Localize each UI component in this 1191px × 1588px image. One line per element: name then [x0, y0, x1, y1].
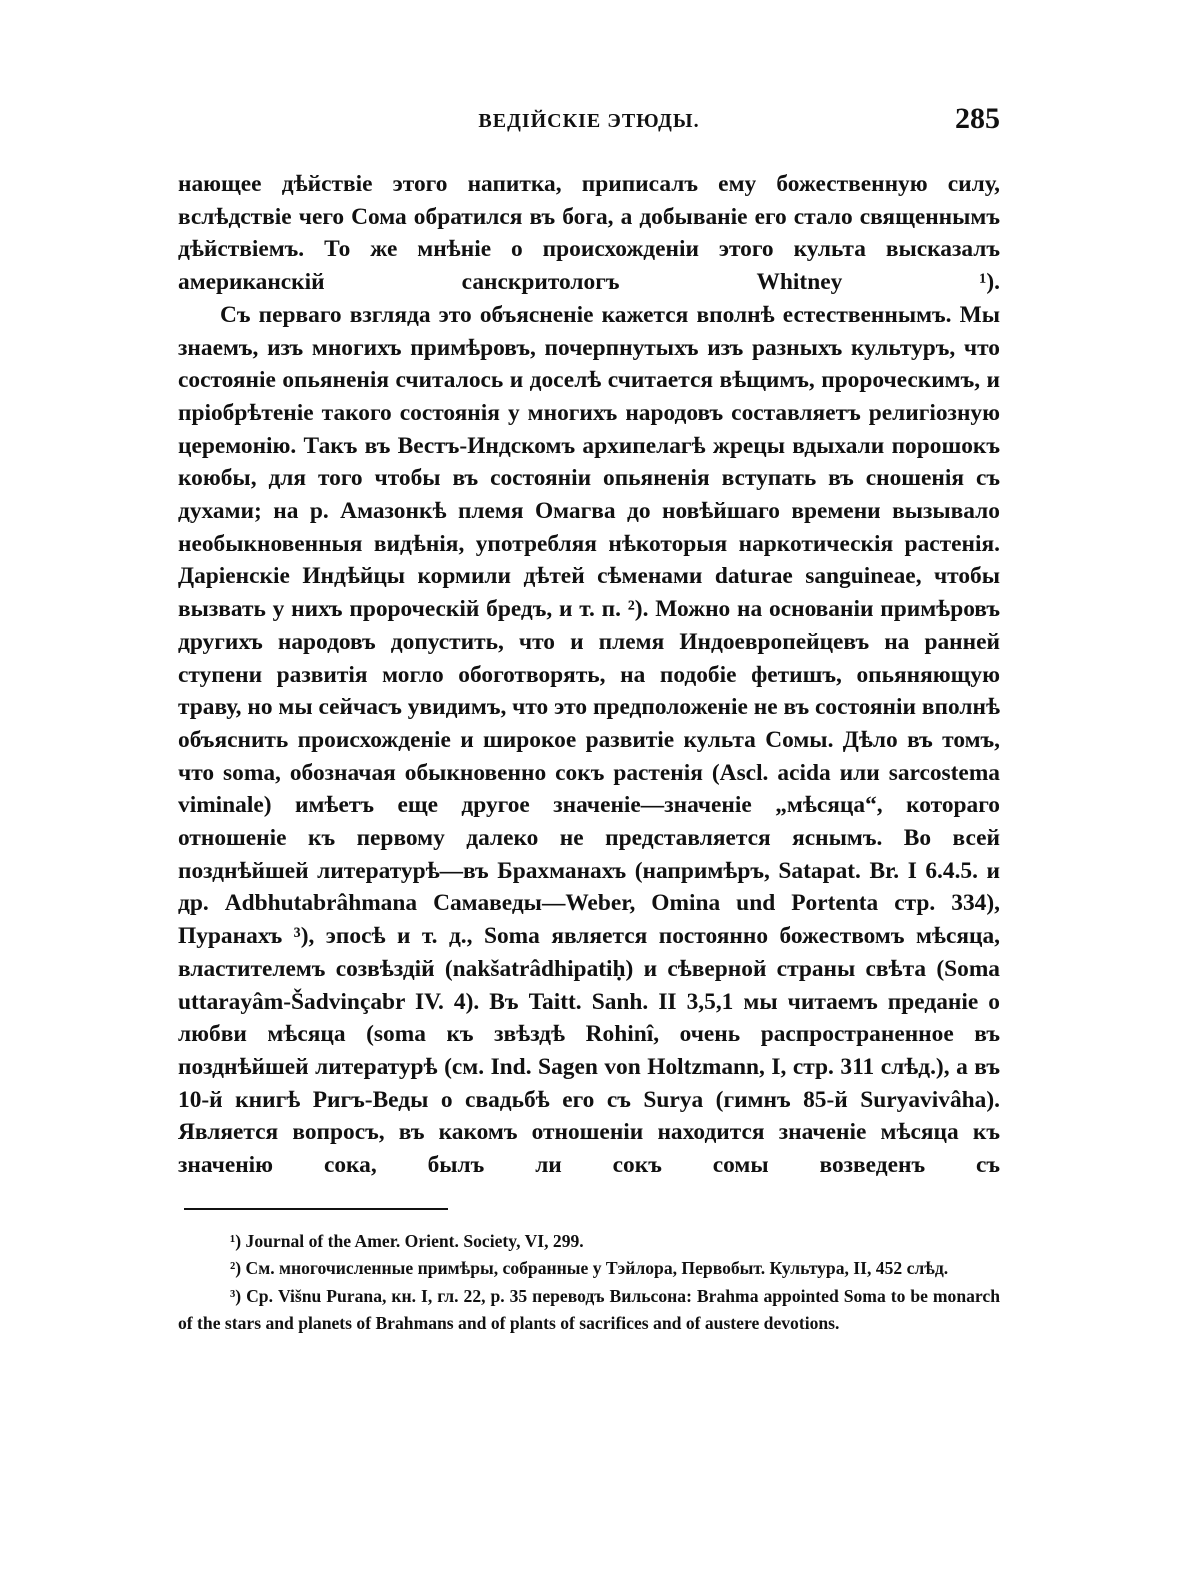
paragraph-continuation: нающее дѣйствіе этого напитка, приписалъ ему божественную силу, вслѣдствіе чего Сома обратился въ бога, а добываніе его стало священнымъ дѣйствіемъ. То же мнѣніе о происхожденіи этого культа высказалъ американскій санскритологъ Whitney ¹). [178, 171, 1000, 296]
body-text [178, 168, 1000, 1182]
running-header [178, 100, 1000, 144]
book-page [178, 100, 1000, 1338]
footnote-1: ¹) Journal of the Amer. Orient. Society, VI, 299. [230, 1230, 584, 1251]
footnote-divider [184, 1208, 448, 1210]
footnotes [178, 1228, 1000, 1338]
running-title: ВЕДІЙСКІЕ ЭТЮДЫ. [478, 110, 700, 132]
footnote-2: ²) См. многочисленные примѣры, собранные у Тэйлора, Первобыт. Культура, II, 452 слѣд. [230, 1258, 949, 1279]
paragraph-main: Съ перваго взгляда это объясненіе кажется вполнѣ естественнымъ. Мы знаемъ, изъ многихъ примѣровъ, почерпнутыхъ изъ разныхъ культуръ, что состояніе опьяненія считалось и доселѣ считается вѣщимъ, пророческимъ, и пріобрѣтеніе такого состоянія у многихъ народовъ составляетъ религіозную церемонію. Такъ въ Вестъ-Индскомъ архипелагѣ жрецы вдыхали порошокъ коюбы, для того чтобы въ состояніи опьяненія вступать въ сношенія съ духами; на р. Амазонкѣ племя Омагва до новѣйшаго времени вызывало необыкновенныя видѣнія, употребляя нѣкоторыя наркотическія растенія. Даріенскіе Индѣйцы кормили дѣтей сѣменами daturae sanguineae, чтобы вызвать у нихъ пророческій бредъ, и т. п. ²). Можно на основаніи примѣровъ другихъ народовъ допустить, что и племя Индоевропейцевъ на ранней ступени развитія могло обоготворять, на подобіе фетишъ, опьяняющую траву, но мы сейчасъ увидимъ, что это предположеніе не въ состояніи вполнѣ объяснить происхожденіе и широкое развитіе культа Сомы. Дѣло въ томъ, что soma, обозначая обыкновенно сокъ растенія (Ascl. acida или sarcostema viminale) имѣетъ еще другое значеніе—значеніе „мѣсяца“, котораго отношеніе къ первому далеко не представляется яснымъ. Во всей позднѣйшей литературѣ—въ Брахманахъ (напримѣръ, Satapat. Br. I 6.4.5. и др. Adbhutabrâhmana Самаведы—Weber, Omina und Portenta стр. 334), Пуранахъ ³), эпосѣ и т. д., Soma является постоянно божествомъ мѣсяца, властителемъ созвѣздій (nakšatrâdhipatiḥ) и сѣверной страны свѣта (Soma uttarayâm-Šadvinçabr IV. 4). Въ Taitt. Sanh. II 3,5,1 мы читаемъ преданіе о любви мѣсяца (soma къ звѣздѣ Rohinî, очень распространенное въ позднѣйшей литературѣ (см. Ind. Sagen von Holtzmann, I, стр. 311 слѣд.), а въ 10-й книгѣ Ригъ-Веды о свадьбѣ его съ Surya (гимнъ 85-й Suryavivâha). Является вопросъ, въ какомъ отношеніи находится значеніе мѣсяца къ значенію сока, былъ ли сокъ сомы возведенъ съ [178, 301, 1000, 1179]
page-number: 285 [955, 102, 1000, 135]
footnote-3: ³) Ср. Višnu Purana, кн. I, гл. 22, р. 35 переводъ Вильсона: Brahma appointed Soma to be monarch of the stars and planets of Brahmans and of plants of sacrifices and of austere devotions. [178, 1285, 1000, 1334]
